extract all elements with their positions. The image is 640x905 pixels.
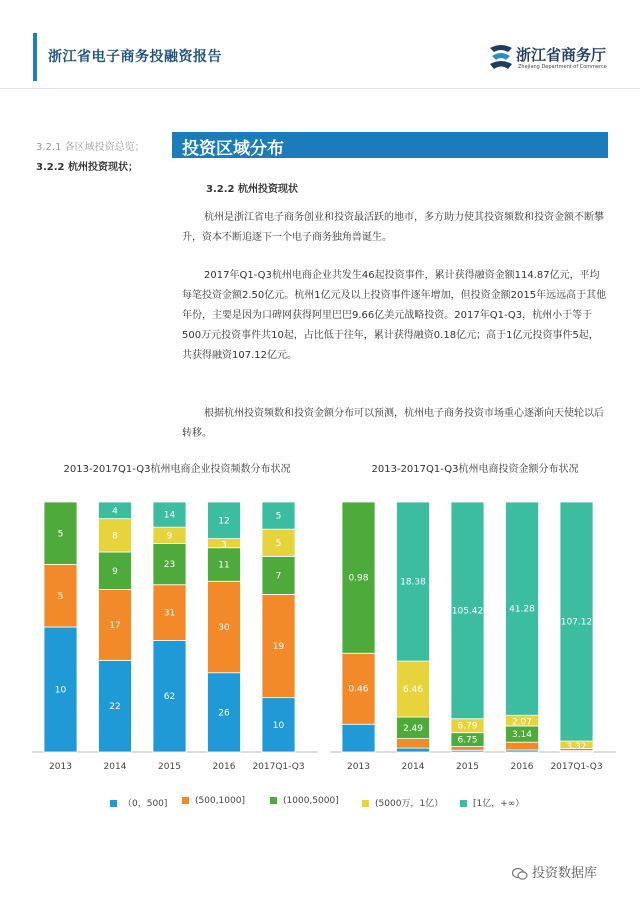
data-label-4-0: 10 (272, 720, 285, 731)
legend-item-1 (182, 796, 245, 806)
data-label-0-2: 0.98 (348, 573, 369, 584)
legend-item-4 (460, 796, 524, 809)
data-label-3-2: 11 (218, 560, 230, 571)
logo-text: 浙江省商务厅 (516, 46, 607, 64)
data-label-4-4: 107.12 (560, 617, 593, 628)
data-label-1-2: 2.49 (402, 723, 424, 734)
data-label-3-4: 41.28 (509, 604, 535, 615)
legend-item-0 (110, 796, 167, 809)
legend-label-0: （0，500] (123, 799, 168, 809)
x-tick-2: 2015 (158, 762, 181, 772)
data-label-3-4: 12 (218, 516, 230, 527)
legend-swatch-3 (362, 800, 369, 807)
legend-item-3 (362, 796, 443, 809)
data-label-2-3: 9 (166, 531, 173, 542)
data-label-4-2: 7 (275, 571, 282, 582)
data-label-0-1: 5 (57, 591, 64, 602)
paragraph-2: 2017年Q1-Q3杭州电商企业共发生46起投资事件，累计获得融资金额114.87亿元，平均每笔投资金额2.50亿元。杭州1亿元及以上投资事件逐年增加，但投资金额2015年远远高于其他年份，主要是因为口碑网获得阿里巴巴9.66亿美元战略投资。2017年Q1-Q3，杭州小于等于500万元投资事件共10起，占比低于往年，累计获得融资0.18亿元；高于1亿元投资事件5起，共获得融资107.12亿元。 (182, 270, 607, 361)
data-label-0-2: 5 (57, 529, 64, 540)
legend-swatch-0 (110, 800, 117, 807)
logo (488, 40, 628, 80)
toc-item-hangzhou[interactable]: 3.2.2 杭州投资现状； (36, 162, 138, 173)
chart-investment-amount (330, 456, 620, 778)
legend-swatch-1 (182, 797, 189, 804)
legend-label-1: (500,1000] (195, 796, 245, 806)
chart-legend (110, 796, 550, 812)
watermark (512, 862, 597, 881)
data-label-1-3: 8 (112, 531, 118, 542)
x-tick-0: 2013 (347, 762, 370, 772)
chart-title: 2013-2017Q1-Q3杭州电商投资金额分布状况 (371, 464, 579, 475)
legend-label-3: (5000万，1亿） (375, 799, 444, 809)
data-label-3-3: 2.07 (511, 717, 533, 728)
data-label-1-4: 4 (112, 506, 118, 517)
bar-segment-0-0 (342, 724, 375, 752)
chart-title: 2013-2017Q1-Q3杭州电商企业投资频数分布状况 (63, 464, 291, 475)
data-label-0-1: 0.46 (348, 684, 369, 695)
chart-investment-count (32, 456, 322, 778)
bar-segment-1-0 (397, 748, 430, 752)
bar-segment-2-1 (451, 747, 484, 751)
x-tick-3: 2016 (510, 762, 534, 772)
x-tick-1: 2014 (401, 762, 425, 772)
section-subheading: 3.2.2 杭州投资现状 (206, 184, 298, 195)
header-divider (0, 88, 640, 89)
data-label-4-3: 3.32 (566, 742, 587, 752)
data-label-3-1: 30 (218, 623, 230, 633)
data-label-2-2: 6.75 (457, 735, 478, 746)
data-label-1-3: 6.46 (402, 685, 424, 696)
section-banner (172, 132, 608, 158)
data-label-0-0: 10 (54, 685, 67, 696)
data-label-3-3: 3 (221, 540, 227, 551)
data-label-4-4: 5 (275, 511, 282, 522)
x-tick-3: 2016 (212, 762, 236, 772)
bar-segment-1-1 (397, 739, 430, 749)
data-label-2-1: 31 (163, 608, 176, 619)
data-label-4-1: 19 (272, 642, 285, 653)
legend-swatch-4 (460, 800, 467, 807)
x-tick-0: 2013 (49, 762, 72, 772)
data-label-2-2: 23 (163, 560, 176, 571)
legend-label-2: (1000,5000] (283, 796, 339, 806)
paragraph-1: 杭州是浙江省电子商务创业和投资最活跃的地市，多方助力使其投资频数和投资金额不断攀升，资本不断追逐下一个电子商务独角兽诞生。 (182, 212, 604, 243)
section-banner-title: 投资区域分布 (182, 139, 284, 159)
data-label-1-2: 9 (112, 566, 118, 577)
header-accent-bar (33, 33, 37, 81)
x-tick-2: 2015 (456, 762, 479, 772)
data-label-1-0: 22 (109, 702, 121, 713)
data-label-2-3: 6.79 (457, 721, 478, 732)
wechat-icon (512, 867, 528, 881)
data-label-1-1: 17 (109, 620, 121, 631)
x-tick-4: 2017Q1-Q3 (550, 762, 603, 772)
data-label-3-2: 3.14 (511, 730, 533, 741)
side-toc (36, 138, 145, 178)
logo-mark-icon (488, 42, 514, 72)
x-tick-1: 2014 (103, 762, 127, 772)
paragraph-3: 根据杭州投资频数和投资金额分布可以预测，杭州电子商务投资市场重心逐渐向天使轮以后转移。 (182, 408, 604, 439)
data-label-4-3: 5 (275, 538, 282, 549)
data-label-2-4: 14 (163, 510, 176, 521)
logo-subtitle: Zhejiang Department of Commerce (518, 64, 607, 70)
legend-item-2 (270, 796, 339, 806)
bar-segment-3-1 (506, 742, 539, 750)
document-title: 浙江省电子商务投融资报告 (48, 49, 222, 65)
legend-swatch-2 (270, 797, 277, 804)
watermark-text: 投资数据库 (532, 866, 598, 881)
data-label-2-4: 105.42 (451, 606, 484, 617)
legend-label-4: [1亿，+∞） (473, 799, 525, 809)
data-label-1-4: 18.38 (400, 577, 426, 588)
x-tick-4: 2017Q1-Q3 (252, 762, 305, 772)
toc-item-overview[interactable]: 3.2.1 各区域投资总览； (36, 142, 145, 153)
data-label-2-0: 62 (163, 692, 176, 703)
data-label-3-0: 26 (218, 708, 230, 719)
